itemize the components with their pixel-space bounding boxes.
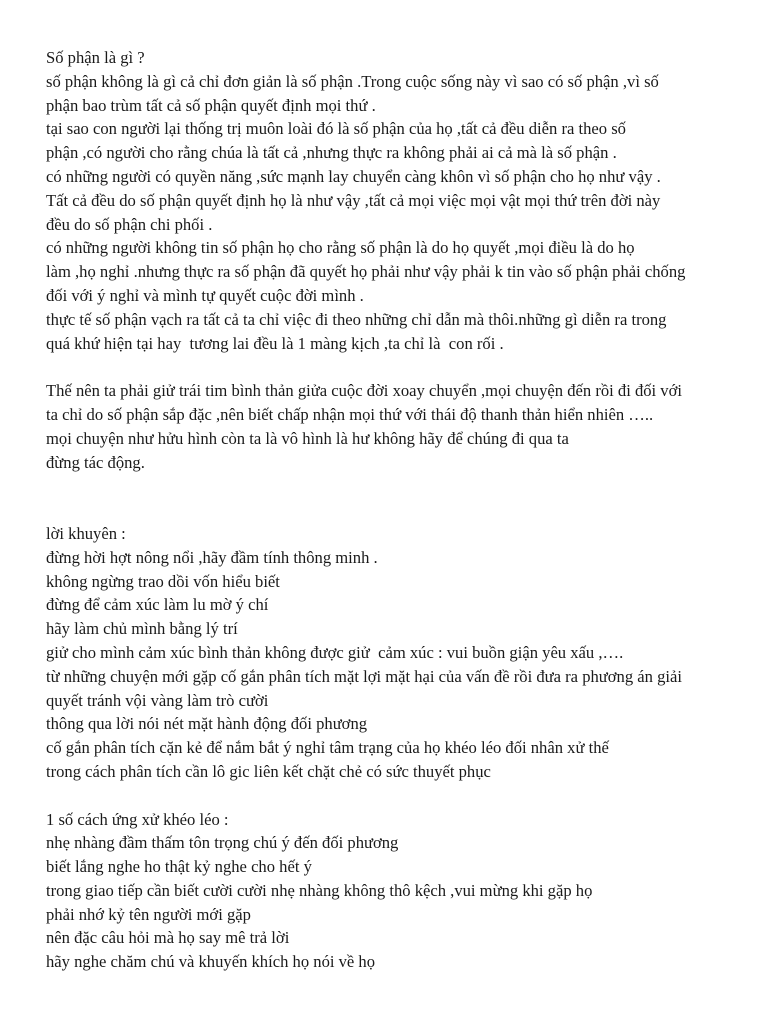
tip-line: hãy nghe chăm chú và khuyến khích họ nói về họ	[46, 952, 376, 972]
tip-line: biết lắng nghe ho thật kỷ nghe cho hết ý	[46, 857, 312, 877]
section-heading: 1 số cách ứng xử khéo léo :	[46, 809, 229, 829]
tip-line: trong giao tiếp cần biết cười cười nhẹ nhàng không thô kệch ,vui mừng khi gặp họ	[46, 880, 593, 900]
tip-line: nhẹ nhàng đầm thấm tôn trọng chú ý đến đối phương	[46, 833, 399, 853]
advice-line: đừng để cảm xúc làm lu mờ ý chí	[46, 595, 269, 615]
advice-line: từ những chuyện mới gặp cố gắn phân tích mặt lợi mặt hại của vấn đề rồi đưa ra phương án giải	[46, 666, 682, 686]
paragraph-spacer	[46, 784, 736, 808]
paragraph-line: thực tế số phận vạch ra tất cả ta chỉ việc đi theo những chỉ dẫn mà thôi.những gì diễn ra trong	[46, 309, 667, 329]
paragraph-line: Thế nên ta phải giử trái tim bình thản giửa cuộc đời xoay chuyển ,mọi chuyện đến rồi đi đối với	[46, 381, 682, 401]
paragraph-line: quá khứ hiện tại hay tương lai đều là 1 màng kịch ,ta chỉ là con rối .	[46, 333, 504, 353]
paragraph-line: phận bao trùm tất cả số phận quyết định mọi thứ .	[46, 95, 376, 115]
advice-line: cố gắn phân tích cặn kẻ để nắm bắt ý nghỉ tâm trạng của họ khéo léo đối nhân xử thế	[46, 738, 609, 758]
paragraph-line: Tất cả đều do số phận quyết định họ là như vậy ,tất cả mọi việc mọi vật mọi thứ trên đời này	[46, 190, 661, 210]
tip-line: nên đặc câu hỏi mà họ say mê trả lời	[46, 928, 290, 948]
tip-line: phải nhớ kỷ tên người mới gặp	[46, 904, 251, 924]
advice-line: trong cách phân tích cần lô gic liên kết chặt chẻ có sức thuyết phục	[46, 761, 491, 781]
paragraph-line: tại sao con người lại thống trị muôn loài đó là số phận của họ ,tất cả đều diễn ra theo số	[46, 119, 626, 139]
paragraph-line: đừng tác động.	[46, 452, 145, 472]
section-calm-heart	[46, 379, 736, 474]
paragraph-line: ta chỉ do số phận sắp đặc ,nên biết chấp nhận mọi thứ với thái độ thanh thản hiển nhiên …..	[46, 404, 654, 424]
section-behavior-tips	[46, 808, 736, 975]
paragraph-line: số phận không là gì cả chỉ đơn giản là số phận .Trong cuộc sống này vì sao có số phận ,vì số	[46, 71, 659, 91]
paragraph-spacer	[46, 474, 736, 522]
section-fate-definition	[46, 46, 736, 355]
paragraph-line: có những người không tin số phận họ cho rằng số phận là do họ quyết ,mọi điều là do họ	[46, 238, 635, 258]
paragraph-line: làm ,họ nghỉ .nhưng thực ra số phận đã quyết họ phải như vậy phải k tin vào số phận phải chống	[46, 262, 686, 282]
advice-line: hãy làm chủ mình bằng lý trí	[46, 619, 238, 639]
advice-line: đừng hời hợt nông nổi ,hãy đầm tính thông minh .	[46, 547, 378, 567]
section-advice	[46, 522, 736, 784]
paragraph-line: đối với ý nghỉ và mình tự quyết cuộc đời mình .	[46, 285, 364, 305]
advice-line: thông qua lời nói nét mặt hành động đối phương	[46, 714, 368, 734]
paragraph-line: mọi chuyện như hửu hình còn ta là vô hình là hư không hãy để chúng đi qua ta	[46, 428, 569, 448]
paragraph-spacer	[46, 355, 736, 379]
paragraph-line: phận ,có người cho rằng chúa là tất cả ,nhưng thực ra không phải ai cả mà là số phận .	[46, 143, 617, 163]
section-heading: lời khuyên :	[46, 523, 126, 543]
advice-line: không ngừng trao dồi vốn hiểu biết	[46, 571, 280, 591]
advice-line: giử cho mình cảm xúc bình thản không được giử cảm xúc : vui buồn giận yêu xấu ,….	[46, 642, 624, 662]
paragraph-line: đều do số phận chi phối .	[46, 214, 213, 234]
advice-line: quyết tránh vội vàng làm trò cười	[46, 690, 269, 710]
document-title: Số phận là gì ?	[46, 48, 145, 67]
paragraph-line: có những người có quyền năng ,sức mạnh lay chuyển càng khôn vì số phận cho họ như vậy .	[46, 166, 661, 186]
document-page	[46, 46, 736, 974]
